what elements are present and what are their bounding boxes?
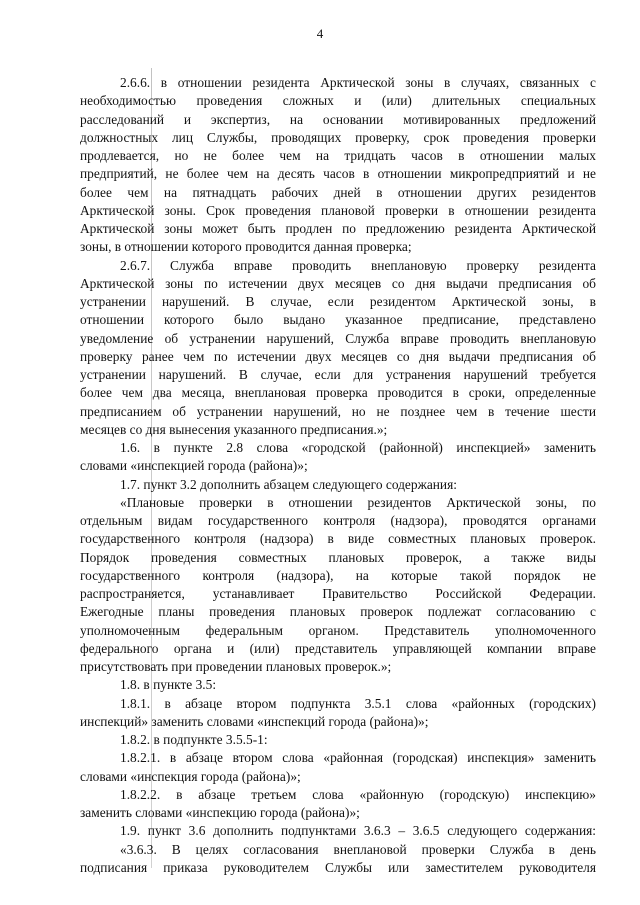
text-line: 1.8.2. в подпункте 3.5.5-1: [120, 732, 268, 747]
text-line: государственного контроля (надзора) в виде совместных плановых проверок. [80, 531, 596, 547]
text-line: подписания приказа руководителем Службы или заместителем руководителя [80, 859, 596, 875]
text-line: 1.6. в пункте 2.8 слова «городской (районной) инспекцией» заменить [120, 440, 596, 455]
page-number: 4 [316, 26, 324, 41]
text-line: 1.8.2.2. в абзаце третьем слова «районную (городскую) инспекцию» [120, 786, 596, 802]
text-line: 1.8.1. в абзаце втором подпункта 3.5.1 слова «районных (городских) [120, 695, 596, 711]
text-line: присутствовать при проведении плановых проверок.»; [80, 659, 392, 674]
text-line: словами «инспекция города (района)»; [80, 768, 301, 784]
text-line: зоны, в отношении которого проводится данная проверка; [80, 239, 412, 255]
text-line: отдельным видам государственного контроля (надзора), проводятся органами [80, 513, 596, 528]
document-body [80, 74, 596, 877]
text-line: расследований и экспертиз, на основании мотивированных предложений [80, 111, 596, 127]
text-line: продлевается, но не более чем на тридцать часов в отношении малых [80, 148, 596, 163]
text-line: отношении которого было выдано указанное предписание, представлено [80, 312, 596, 328]
text-line: 2.6.7. Служба вправе проводить внеплановую проверку резидента [120, 257, 596, 273]
text-line: уведомление об устранении нарушений, Служба вправе проводить внеплановую [80, 330, 596, 346]
text-line: предприятий, не более чем на десять часов в отношении микропредприятий и не [80, 166, 596, 182]
text-line: Порядок проведения совместных плановых проверок, а также виды [80, 549, 596, 565]
text-line: Арктической зоны может быть продлен по предложению резидента Арктической [80, 221, 596, 236]
text-line: уполномоченным федеральным органом. Представитель уполномоченного [80, 622, 596, 638]
text-line: более чем на пятнадцать рабочих дней в отношении других резидентов [80, 184, 596, 200]
text-line: 2.6.6. в отношении резидента Арктической зоны в случаях, связанных с [120, 75, 596, 90]
text-line: заменить словами «инспекцию города (района)»; [80, 805, 360, 820]
text-line: 1.7. пункт 3.2 дополнить абзацем следующего содержания: [120, 476, 457, 492]
text-line: необходимостью проведения сложных и (или) длительных специальных [80, 93, 596, 109]
text-line: Ежегодные планы проведения плановых проверок подлежат согласованию с [80, 604, 596, 620]
text-line: предписанием об устранении нарушений, но не позднее чем в течение шести [80, 403, 596, 419]
text-line: Арктической зоны по истечении двух месяцев со дня выдачи предписания об [80, 275, 596, 291]
text-line: 1.8. в пункте 3.5: [120, 677, 217, 693]
text-line: более чем два месяца, внеплановая проверка проводится в сроки, определенные [80, 385, 596, 401]
text-line: устранении нарушений. В случае, если для устранения нарушений требуется [80, 367, 596, 382]
text-line: 1.9. пункт 3.6 дополнить подпунктами 3.6.3 – 3.6.5 следующего содержания: [120, 823, 596, 839]
text-line: 1.8.2.1. в абзаце втором слова «районная (городская) инспекция» заменить [120, 750, 596, 766]
text-line: инспекций» заменить словами «инспекций города (района)»; [80, 713, 429, 729]
text-line: месяцев со дня вынесения указанного предписания.»; [80, 421, 388, 437]
text-line: распространяется, устанавливает Правительство Российской Федерации. [80, 586, 596, 601]
text-line: словами «инспекцией города (района)»; [80, 458, 308, 474]
text-line: федерального органа и (или) представитель управляющей компании вправе [80, 640, 596, 656]
text-line: Арктической зоны. Срок проведения плановой проверки в отношении резидента [80, 202, 596, 218]
text-line: «Плановые проверки в отношении резидентов Арктической зоны, по [120, 494, 596, 510]
text-line: «3.6.3. В целях согласования внеплановой проверки Служба в день [120, 841, 596, 857]
text-line: государственного контроля (надзора), на которые такой порядок не [80, 567, 596, 583]
text-line: устранении нарушений. В случае, если резидентом Арктической зоны, в [80, 294, 596, 309]
text-line: должностных лиц Службы, проводящих проверку, срок проведения проверки [80, 129, 596, 145]
text-line: проверку ранее чем по истечении двух месяцев со дня выдачи предписания об [80, 348, 596, 364]
